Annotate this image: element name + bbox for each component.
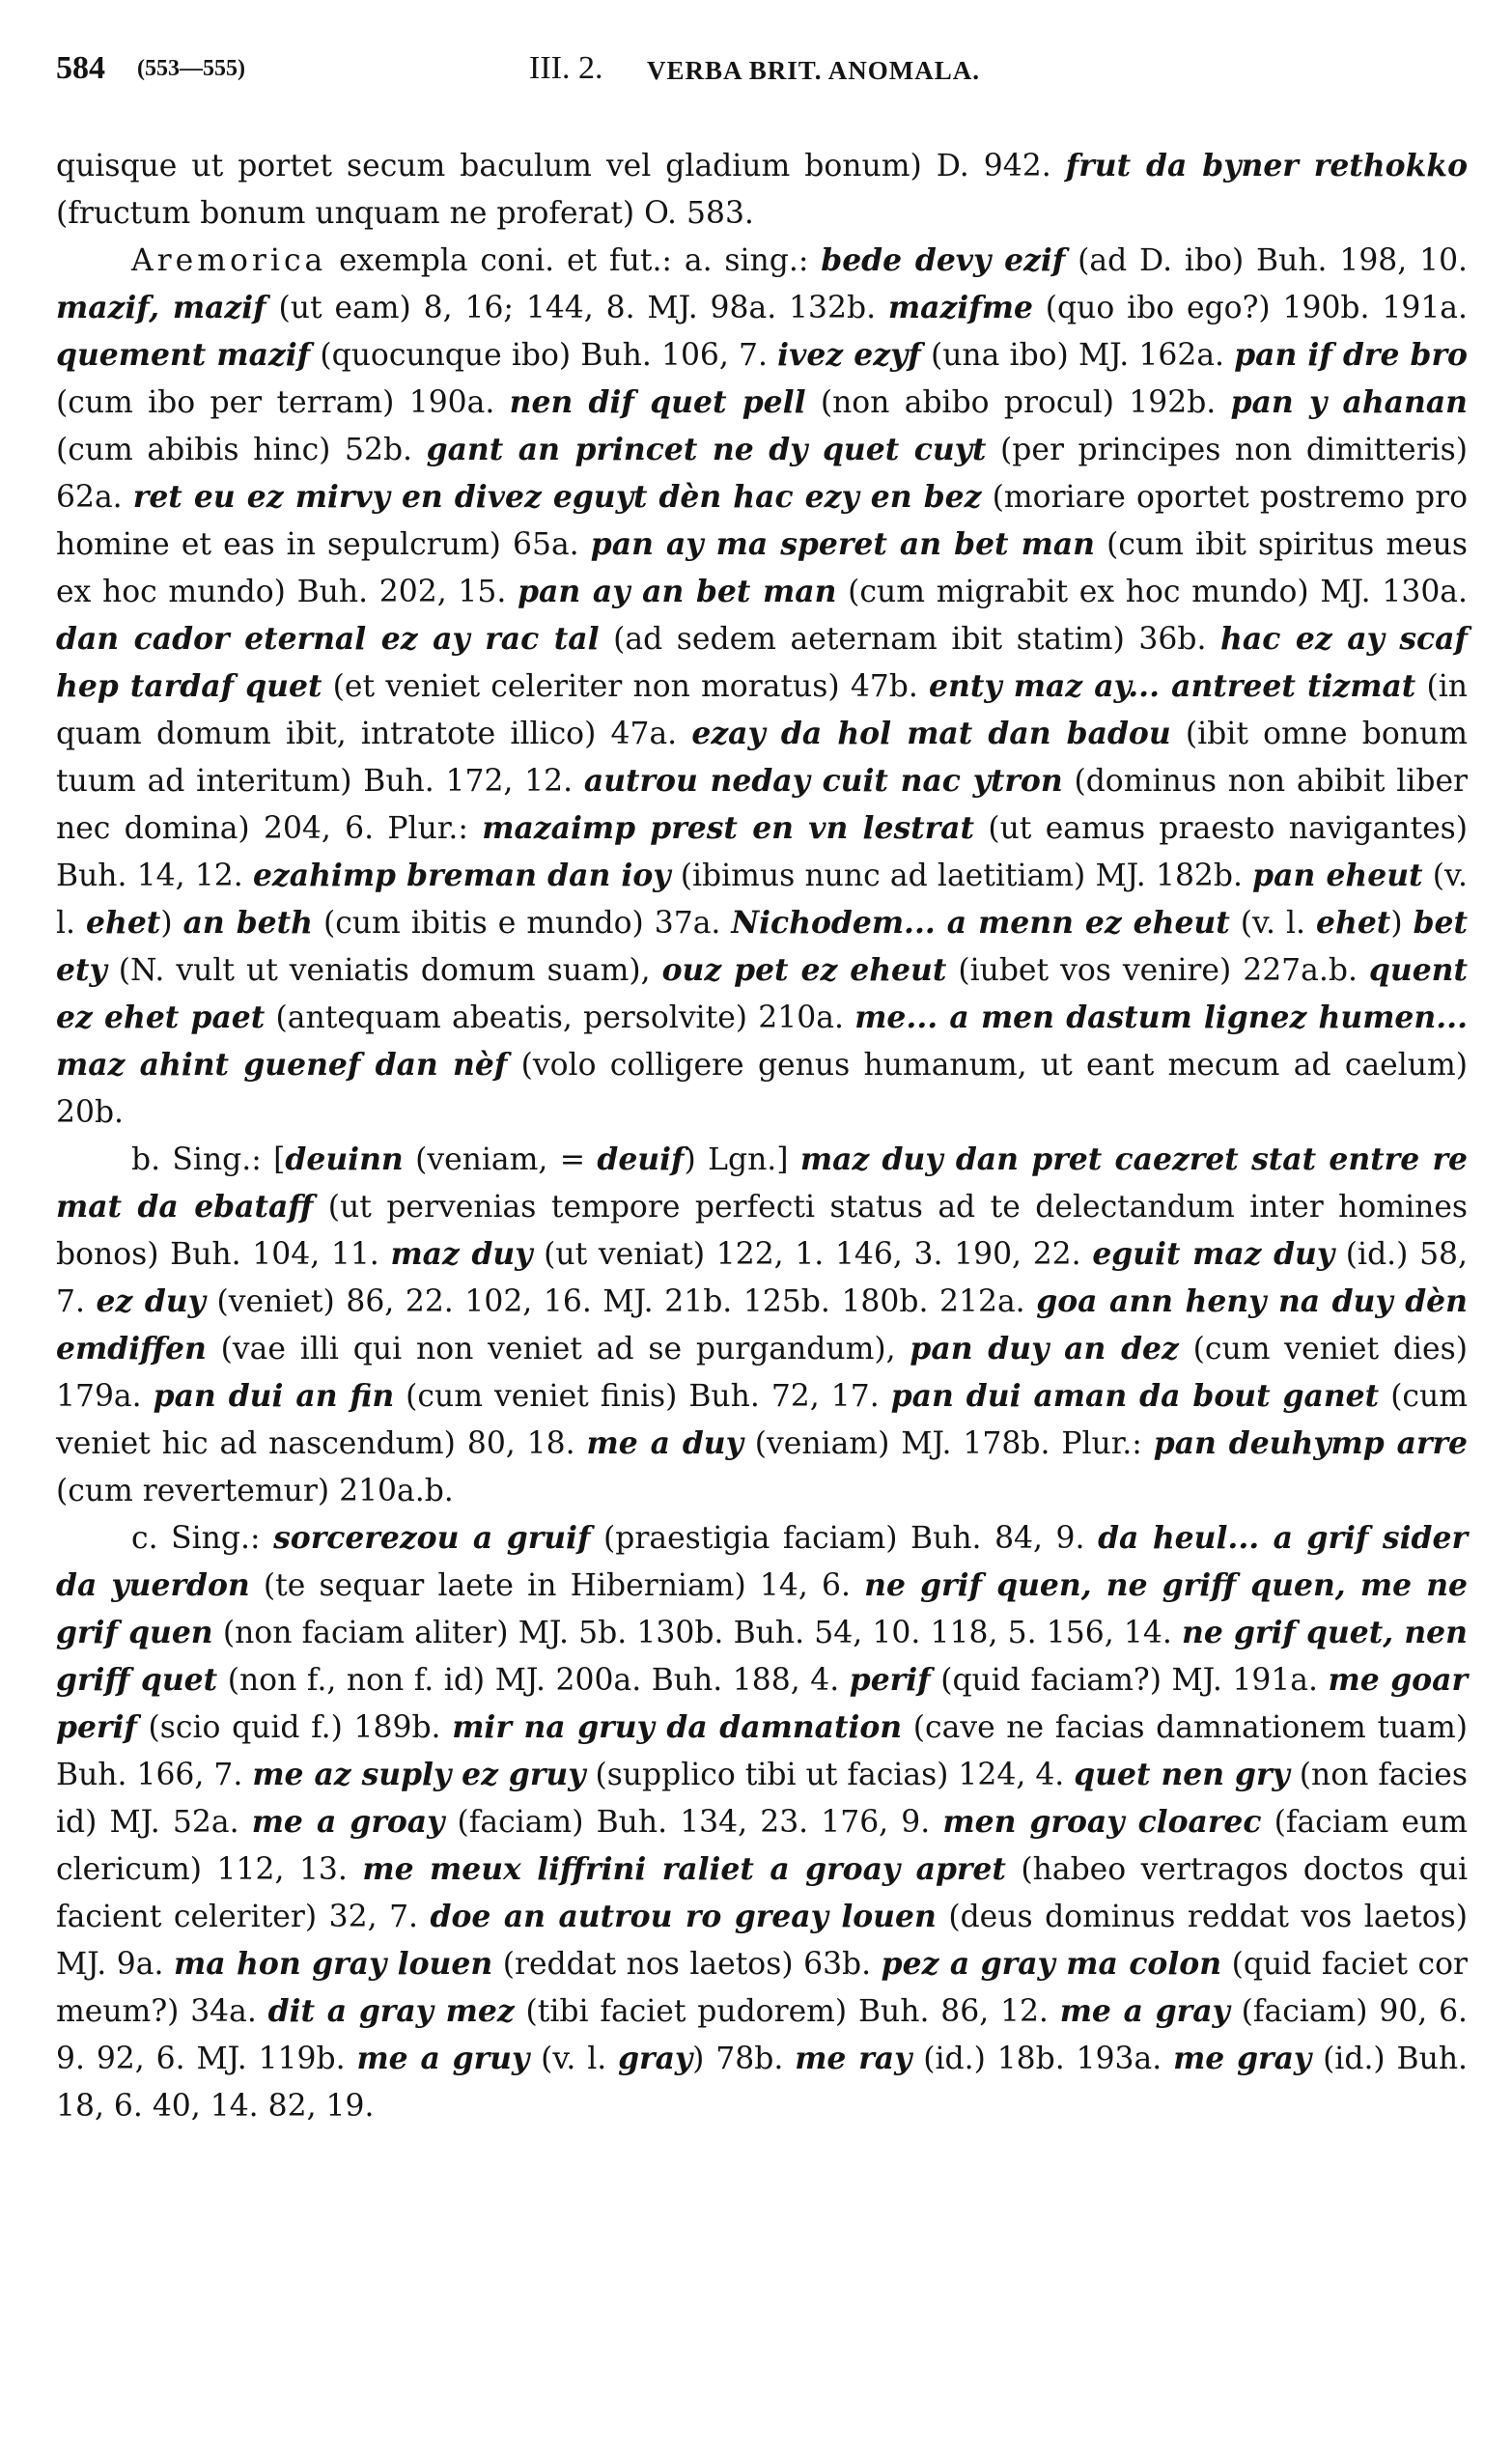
breton-citation: pan ay an bet man bbox=[518, 575, 837, 609]
breton-citation: da heul... a grif sider da yuerdon bbox=[56, 1521, 1468, 1603]
latin-text: ) Lgn.] bbox=[684, 1142, 800, 1177]
latin-text: (ut eam) 8, 16; 144, 8. MJ. 98a. 132b. bbox=[266, 291, 888, 325]
breton-citation: mazaimp prest en vn lestrat bbox=[482, 811, 975, 846]
breton-citation: Nichodem... a menn ez eheut bbox=[731, 906, 1230, 941]
breton-citation: ne grif quet, nen griff quet bbox=[56, 1616, 1468, 1698]
breton-citation: quent ez ehet paet bbox=[56, 953, 1468, 1035]
latin-text: (cum revertemur) 210a.b. bbox=[56, 1474, 454, 1508]
latin-text: (id.) 58, 7. bbox=[56, 1237, 1469, 1319]
paragraph-2 bbox=[56, 238, 1468, 1137]
breton-citation: mazifme bbox=[887, 291, 1033, 325]
breton-citation: dit a gray mez bbox=[267, 1994, 515, 2029]
breton-citation: mir na gruy da damnation bbox=[452, 1710, 903, 1745]
latin-text: (faciam eum clericum) 112, 13. bbox=[56, 1805, 1469, 1887]
breton-citation: maz duy dan pret caezret stat entre re mat da ebataff bbox=[56, 1142, 1468, 1225]
latin-text: (volo colligere genus humanum, ut eant mecum ad caelum) 20b. bbox=[56, 1048, 1469, 1130]
latin-text: (dominus non abibit liber nec domina) 204, 6. Plur.: bbox=[56, 764, 1469, 846]
spaced-term: Aremorica bbox=[131, 243, 327, 278]
latin-text: (id.) Buh. 18, 6. 40, 14. 82, 19. bbox=[56, 2042, 1469, 2124]
breton-citation: me a groay bbox=[251, 1805, 445, 1840]
breton-citation: hac ez ay scaf hep tardaf quet bbox=[56, 622, 1468, 704]
paragraph-1 bbox=[56, 143, 1468, 238]
breton-citation: ivez ezyf bbox=[777, 338, 921, 373]
latin-text: ) bbox=[160, 906, 183, 941]
latin-text: b. Sing.: [ bbox=[131, 1142, 286, 1177]
breton-citation: mazif, mazif bbox=[56, 291, 266, 325]
paragraph-4 bbox=[56, 1515, 1468, 2130]
chapter-title: VERBA BRIT. ANOMALA. bbox=[647, 56, 981, 85]
breton-citation: gray bbox=[618, 2042, 693, 2076]
breton-citation: pan dui an fin bbox=[153, 1379, 395, 1414]
breton-citation: eguit maz duy bbox=[1092, 1237, 1335, 1272]
latin-text: (scio quid f.) 189b. bbox=[136, 1710, 453, 1745]
latin-text: (v. l. bbox=[529, 2042, 619, 2076]
latin-text: (deus dominus reddat vos laetos) MJ. 9a. bbox=[56, 1900, 1468, 1982]
breton-citation: me gray bbox=[1173, 2042, 1312, 2076]
breton-citation: me goar perif bbox=[56, 1663, 1468, 1745]
latin-text: (non f., non f. id) MJ. 200a. Buh. 188, 4. bbox=[217, 1663, 850, 1698]
breton-citation: dan cador eternal ez ay rac tal bbox=[56, 622, 600, 657]
breton-citation: nen dif quet pell bbox=[509, 385, 806, 420]
latin-text: (una ibo) MJ. 162a. bbox=[920, 338, 1235, 373]
latin-text: (antequam abeatis, persolvite) 210a. bbox=[265, 1000, 855, 1035]
latin-text: (veniam) MJ. 178b. Plur.: bbox=[742, 1426, 1154, 1461]
latin-text: (cum migrabit ex hoc mundo) MJ. 130a. bbox=[836, 575, 1468, 609]
paragraph-3 bbox=[56, 1137, 1468, 1515]
latin-text: (reddat nos laetos) 63b. bbox=[492, 1947, 882, 1982]
latin-text: (non faciam aliter) MJ. 5b. 130b. Buh. 54, 10. 118, 5. 156, 14. bbox=[212, 1616, 1183, 1650]
breton-citation: pan if dre bro bbox=[1234, 338, 1468, 373]
latin-text: (quocunque ibo) Buh. 106, 7. bbox=[310, 338, 778, 373]
latin-text: (faciam) Buh. 134, 23. 176, 9. bbox=[444, 1805, 943, 1840]
breton-citation: me az suply ez gruy bbox=[252, 1758, 586, 1792]
breton-citation: ez duy bbox=[96, 1284, 206, 1319]
latin-text: (veniam, = bbox=[403, 1142, 598, 1177]
breton-citation: pan duy an dez bbox=[910, 1332, 1179, 1366]
latin-text: (cum ibo per terram) 190a. bbox=[56, 385, 510, 420]
breton-citation: bede devy ezif bbox=[821, 243, 1066, 278]
latin-text: (per principes non dimitteris) 62a. bbox=[56, 433, 1468, 515]
breton-citation: quement mazif bbox=[56, 338, 311, 373]
latin-text: (et veniet celeriter non moratus) 47b. bbox=[322, 669, 930, 704]
running-head bbox=[56, 50, 1468, 100]
latin-text: (cum veniet dies) 179a. bbox=[56, 1332, 1468, 1414]
breton-citation: ehet bbox=[1316, 906, 1391, 941]
breton-citation: pan y ahanan bbox=[1230, 385, 1468, 420]
latin-text: (veniet) 86, 22. 102, 16. MJ. 21b. 125b. 180b. 212a. bbox=[205, 1284, 1037, 1319]
breton-citation: goa ann heny na duy dèn emdiffen bbox=[56, 1284, 1468, 1366]
breton-citation: perif bbox=[849, 1663, 931, 1698]
latin-text: (non abibo procul) 192b. bbox=[805, 385, 1231, 420]
breton-citation: deuif bbox=[597, 1142, 685, 1177]
latin-text: (ad sedem aeternam ibit statim) 36b. bbox=[599, 622, 1221, 657]
latin-text: ) bbox=[1390, 906, 1414, 941]
latin-text: (faciam) 90, 6. 9. 92, 6. MJ. 119b. bbox=[56, 1994, 1469, 2076]
latin-text: (habeo vertragos doctos qui facient celeriter) 32, 7. bbox=[56, 1852, 1468, 1934]
page bbox=[56, 50, 1468, 2130]
breton-citation: me ray bbox=[795, 2042, 912, 2076]
breton-citation: autrou neday cuit nac ytron bbox=[583, 764, 1063, 799]
latin-text: (cum veniet finis) Buh. 72, 17. bbox=[394, 1379, 891, 1414]
breton-citation: gant an princet ne dy quet cuyt bbox=[426, 433, 987, 467]
breton-citation: frut da byner rethokko bbox=[1065, 149, 1468, 183]
breton-citation: maz duy bbox=[390, 1237, 533, 1272]
breton-citation: ezahimp breman dan ioy bbox=[252, 859, 671, 893]
latin-text: (ut eamus praesto navigantes) Buh. 14, 12. bbox=[56, 811, 1468, 893]
latin-text: (cum abibis hinc) 52b. bbox=[56, 433, 427, 467]
breton-citation: ma hon gray louen bbox=[174, 1947, 493, 1982]
latin-text: (ibit omne bonum tuum ad interitum) Buh. 172, 12. bbox=[56, 717, 1468, 799]
latin-text: (cum ibit spiritus meus ex hoc mundo) Buh. 202, 15. bbox=[56, 527, 1468, 609]
breton-citation: ne grif quen, ne griff quen, me ne grif quen bbox=[56, 1568, 1468, 1650]
breton-citation: ezay da hol mat dan badou bbox=[691, 717, 1171, 751]
latin-text: (quid faciet cor meum?) 34a. bbox=[56, 1947, 1469, 2029]
latin-text: (quo ibo ego?) 190b. 191a. bbox=[1032, 291, 1468, 325]
latin-text: (supplico tibi ut facias) 124, 4. bbox=[585, 1758, 1075, 1792]
text-body bbox=[56, 143, 1468, 2130]
breton-citation: deuinn bbox=[285, 1142, 404, 1177]
page-number: 584 bbox=[56, 50, 105, 86]
latin-text: (tibi faciet pudorem) Buh. 86, 12. bbox=[514, 1994, 1060, 2029]
latin-text: (moriare oportet postremo pro homine et eas in sepulcrum) 65a. bbox=[56, 480, 1468, 562]
breton-citation: ehet bbox=[86, 906, 161, 941]
breton-citation: me meux liffrini raliet a groay apret bbox=[362, 1852, 1006, 1887]
breton-citation: sorcerezou a gruif bbox=[273, 1521, 591, 1556]
part-number: III. 2. bbox=[529, 50, 603, 86]
latin-text: (in quam domum ibit, intratote illico) 47a. bbox=[56, 669, 1469, 751]
latin-text: (cave ne facias damnationem tuam) Buh. 166, 7. bbox=[56, 1710, 1469, 1792]
latin-text: (id.) 18b. 193a. bbox=[911, 2042, 1174, 2076]
latin-text: (ad D. ibo) Buh. 198, 10. bbox=[1065, 243, 1469, 278]
latin-text: (non facies id) MJ. 52a. bbox=[56, 1758, 1468, 1840]
breton-citation: me... a men dastum lignez humen... maz ahint guenef dan nèf bbox=[56, 1000, 1468, 1083]
breton-citation: ouz pet ez eheut bbox=[661, 953, 947, 988]
breton-citation: me a gruy bbox=[356, 2042, 530, 2076]
latin-text: (quid faciam?) MJ. 191a. bbox=[930, 1663, 1329, 1698]
breton-citation: pan eheut bbox=[1252, 859, 1423, 893]
breton-citation: me a duy bbox=[586, 1426, 743, 1461]
breton-citation: men groay cloarec bbox=[942, 1805, 1262, 1840]
breton-citation: pan deuhymp arre bbox=[1153, 1426, 1468, 1461]
latin-text: c. Sing.: bbox=[131, 1521, 274, 1556]
breton-citation: pan ay ma speret an bet man bbox=[590, 527, 1096, 562]
breton-citation: me a gray bbox=[1059, 1994, 1230, 2029]
latin-text: (praestigia faciam) Buh. 84, 9. bbox=[590, 1521, 1099, 1556]
latin-text: quisque ut portet secum baculum vel gladium bonum) D. 942. bbox=[56, 149, 1066, 183]
breton-citation: pez a gray ma colon bbox=[881, 1947, 1222, 1982]
latin-text: (vae illi qui non veniet ad se purgandum), bbox=[206, 1332, 910, 1366]
latin-text: (ut pervenias tempore perfecti status ad te delectandum inter homines bonos) Buh. 104, 11. bbox=[56, 1190, 1469, 1272]
breton-citation: bet ety bbox=[56, 906, 1468, 988]
latin-text: ) 78b. bbox=[692, 2042, 796, 2076]
latin-text: exempla coni. et fut.: a. sing.: bbox=[326, 243, 822, 278]
latin-text: (cum ibitis e mundo) 37a. bbox=[312, 906, 732, 941]
breton-citation: quet nen gry bbox=[1074, 1758, 1290, 1792]
latin-text: (cum veniet hic ad nascendum) 80, 18. bbox=[56, 1379, 1468, 1461]
breton-citation: enty maz ay... antreet tizmat bbox=[929, 669, 1416, 704]
breton-citation: pan dui aman da bout ganet bbox=[890, 1379, 1380, 1414]
latin-text: (v. l. bbox=[56, 859, 1468, 941]
breton-citation: ret eu ez mirvy en divez eguyt dèn hac ezy en bez bbox=[132, 480, 982, 515]
section-range: (553—555) bbox=[137, 56, 245, 81]
latin-text: (fructum bonum unquam ne proferat) O. 583. bbox=[56, 196, 754, 231]
latin-text: (iubet vos venire) 227a.b. bbox=[946, 953, 1369, 988]
latin-text: (N. vult ut veniatis domum suam), bbox=[106, 953, 662, 988]
latin-text: (ut veniat) 122, 1. 146, 3. 190, 22. bbox=[532, 1237, 1093, 1272]
breton-citation: doe an autrou ro greay louen bbox=[430, 1900, 937, 1934]
breton-citation: an beth bbox=[182, 906, 313, 941]
latin-text: (ibimus nunc ad laetitiam) MJ. 182b. bbox=[670, 859, 1253, 893]
latin-text: (v. l. bbox=[1229, 906, 1317, 941]
latin-text: (te sequar laete in Hiberniam) 14, 6. bbox=[249, 1568, 865, 1603]
